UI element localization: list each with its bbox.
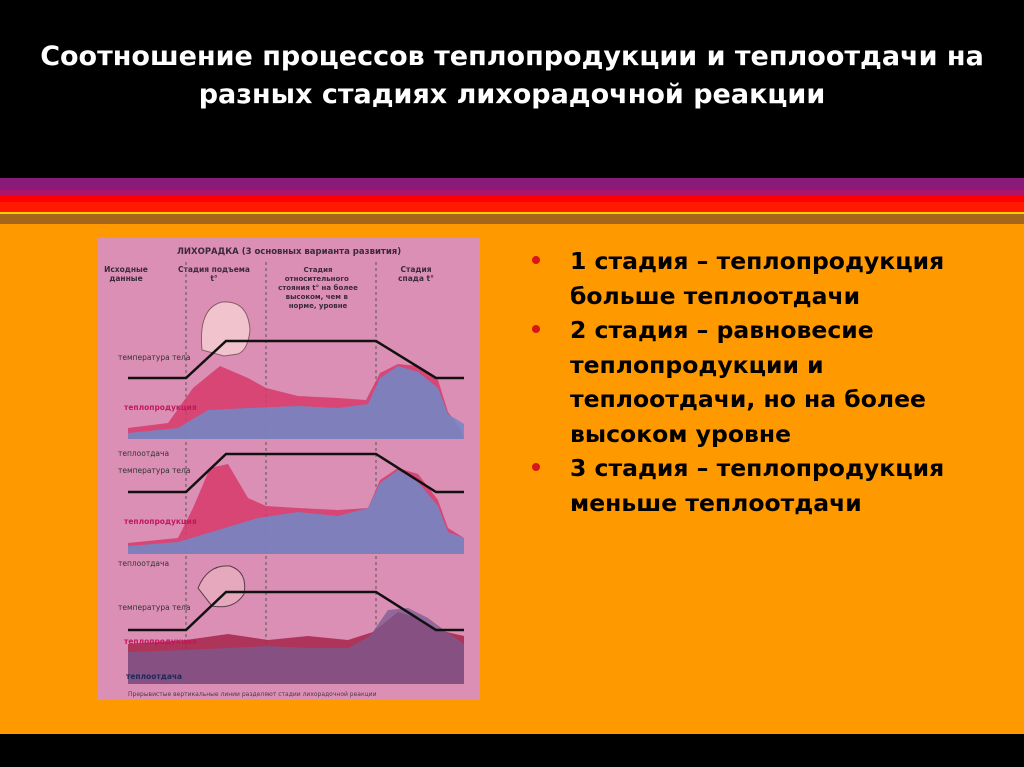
column-label-baseline: Исходные данные xyxy=(104,265,148,283)
stage-bullet-list xyxy=(532,244,992,520)
slide-header xyxy=(0,0,1024,178)
bullet-dot-icon xyxy=(532,325,540,333)
diagram-panel-1 xyxy=(118,341,464,458)
heat-loss-label: теплоотдача xyxy=(126,672,183,681)
bullet-stage-1 xyxy=(532,244,992,313)
diagram-panel-2 xyxy=(118,454,464,568)
temperature-label: температура тела xyxy=(118,466,191,475)
diagram-footnote: Прерывистые вертикальные линии разделяют стадии лихорадочной реакции xyxy=(128,691,377,698)
decorative-stripe xyxy=(0,178,1024,190)
fever-diagram xyxy=(98,238,480,700)
bullet-dot-icon xyxy=(532,463,540,471)
column-label-plateau: Стадия относительного стояния t° на более высоком, чем в норме, уровне xyxy=(278,266,358,310)
patient-head-illustration xyxy=(201,302,250,356)
fever-diagram-image xyxy=(98,238,480,700)
bullet-stage-3 xyxy=(532,451,992,520)
temperature-label: температура тела xyxy=(118,353,191,362)
heat-production-label: теплопродукция xyxy=(124,637,197,646)
patient-head-illustration xyxy=(198,566,245,607)
slide-footer xyxy=(0,734,1024,767)
bullet-text: 3 стадия – теплопродукция меньше теплоотдачи xyxy=(570,454,945,517)
column-label-rise: Стадия подъема t° xyxy=(178,265,250,283)
bullet-dot-icon xyxy=(532,256,540,264)
bullet-text: 2 стадия – равновесие теплопродукции и теплоотдачи, но на более высоком уровне xyxy=(570,316,926,448)
bullet-text: 1 стадия – теплопродукция больше теплоотдачи xyxy=(570,247,945,310)
decorative-stripe xyxy=(0,214,1024,224)
decorative-stripe xyxy=(0,202,1024,212)
heat-loss-label: теплоотдача xyxy=(118,559,170,568)
bullet-stage-2 xyxy=(532,313,992,451)
slide-title: Соотношение процессов теплопродукции и теплоотдачи на разных стадиях лихорадочной реакции xyxy=(40,41,984,110)
heat-loss-label: теплоотдача xyxy=(118,449,170,458)
column-label-fall: Стадия спада t° xyxy=(398,265,434,283)
diagram-panel-3 xyxy=(118,592,464,684)
heat-production-label: теплопродукция xyxy=(124,517,197,526)
diagram-heading: ЛИХОРАДКА (3 основных варианта развития) xyxy=(176,247,402,257)
temperature-label: температура тела xyxy=(118,603,191,612)
heat-production-label: теплопродукция xyxy=(124,403,197,412)
